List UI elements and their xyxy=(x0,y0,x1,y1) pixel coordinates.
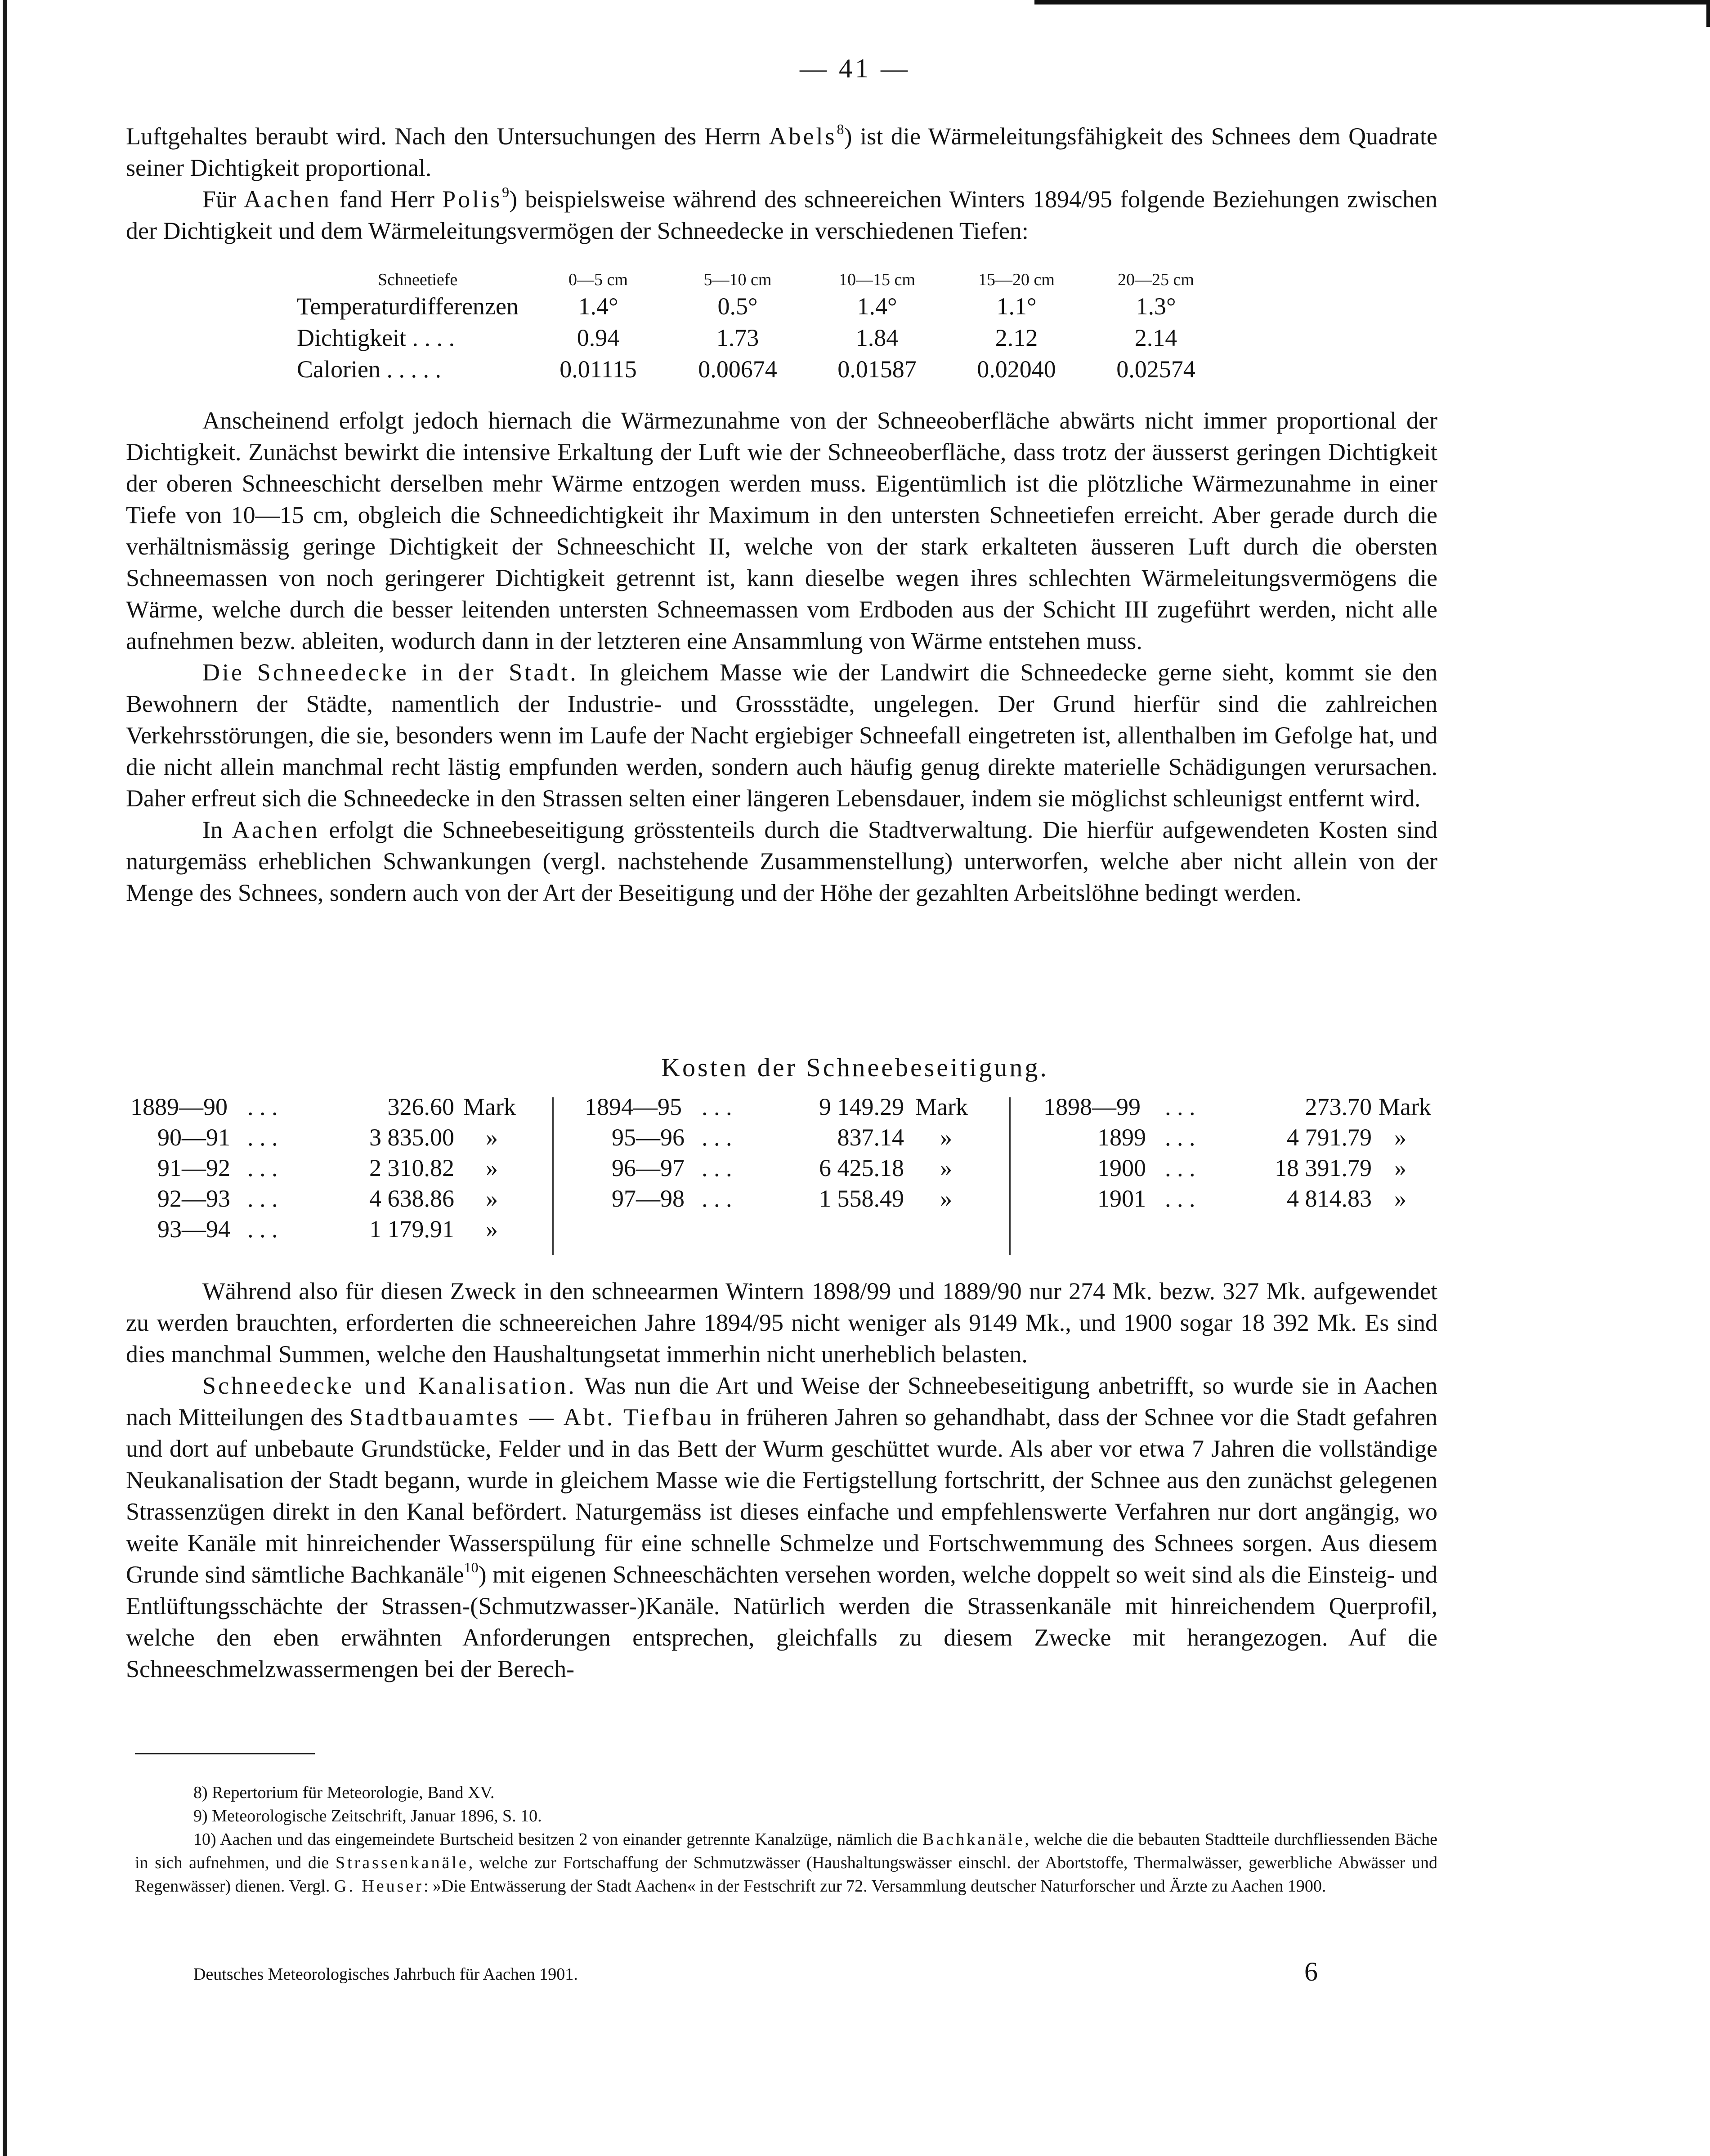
costs-column-2 xyxy=(585,1093,989,1215)
office-name: Stadtbauamtes — Abt. Tiefbau xyxy=(349,1404,714,1431)
amount: 18 391.79 xyxy=(1275,1154,1372,1181)
emphasis: Bachkanäle xyxy=(922,1830,1025,1849)
table-cell: 0.02040 xyxy=(977,356,1056,383)
paragraph-5: In Aachen erfolgt die Schneebeseitigung grösstenteils durch die Stadtverwaltung. Die hierfür aufgewendeten Kosten sind naturgemäss erheblichen Schwankungen (vergl. nachstehende Zusammenstellung) unterworfen, welche aber nicht allein von der Menge des Schnees, sondern auch von der Art der Beseitigung und der Höhe der gezahlten Arbeitslöhne bedingt werden. xyxy=(126,816,1437,906)
table-cell: 2.14 xyxy=(1134,324,1177,351)
body-block xyxy=(126,405,1437,908)
table-cell: 1.3° xyxy=(1136,293,1176,320)
unit: » xyxy=(1394,1124,1406,1151)
paragraph-7: Schneedecke und Kanalisation. Was nun die Art und Weise der Schneebeseitigung anbetrifft, so wurde sie in Aachen nach Mitteilungen des Stadtbauamtes — Abt. Tiefbau in früheren Jahren so gehandhabt, dass der Schnee vor die Stadt gefahren und dort auf unbebaute Grundstücke, Felder und in das Bett der Wurm geschüttet wurde. Als aber vor etwa 7 Jahren die vollständige Neukanalisation der Stadt begann, wurde in gleichem Masse wie die Fertigstellung fortschritt, der Schnee aus den zunächst gelegenen Strassenzügen direkt in den Kanal befördert. Naturgemäss ist dieses einfache und empfehlenswerte Verfahren nur dort angängig, wo weite Kanäle mit hinreichender Wasserspülung für eine schnelle Schmelze und Fortschwemmung des Schnees sorgen. Aus diesem Grunde sind sämtliche Bachkanäle$^{10}$) mit eigenen Schneeschächten versehen worden, welche doppelt so weit sind als die Einsteig- und Entlüftungsschächte der Strassen-(Schmutzwasser-)Kanäle. Natürlich werden die Strassenkanäle mit hinreichendem Querprofil, welche den eben erwähnten Anforderungen entsprechen, gleichfalls zu diesem Zwecke mit herangezogen. Auf die Schneeschmelzwassermengen bei der Berech- xyxy=(126,1372,1438,1682)
table-row xyxy=(297,355,1331,387)
year: 1899 xyxy=(1097,1124,1146,1151)
amount: 4 638.86 xyxy=(369,1185,454,1212)
person-name: Polis xyxy=(442,186,502,213)
unit: » xyxy=(940,1154,952,1181)
unit: » xyxy=(940,1185,952,1212)
year: 93—94 xyxy=(157,1216,230,1243)
scan-edge-top xyxy=(1034,0,1710,4)
table-row xyxy=(130,1123,544,1154)
amount: 4 791.79 xyxy=(1287,1124,1372,1151)
footnote-9: 9) Meteorologische Zeitschrift, Januar 1896, S. 10. xyxy=(193,1807,542,1825)
dots: . . . xyxy=(702,1154,732,1181)
footnote-10: 10) Aachen und das eingemeindete Burtscheid besitzen 2 von einander getrennte Kanalzüge, nämlich die Bachkanäle, welche die die bebauten Stadtteile durchfliessenden Bäche in sich aufnehmen, und die Strassenkanäle, welche zur Fortschaffung der Schmutzwässer (Haushaltungswässer einschl. der Abortstoffe, Thermalwässer, gewerbliche Abwässer und Regenwässer) dienen. Vergl. G. Heuser: »Die Entwässerung der Stadt Aachen« in der Festschrift zur 72. Versammlung deutscher Naturforscher und Ärzte zu Aachen 1900. xyxy=(135,1830,1437,1896)
table-row xyxy=(130,1185,544,1215)
row-label: Calorien . . . . . xyxy=(297,356,441,383)
table-cell: 0.01587 xyxy=(837,356,917,383)
year: 96—97 xyxy=(612,1154,685,1181)
amount: 6 425.18 xyxy=(819,1154,904,1181)
year: 90—91 xyxy=(157,1124,230,1151)
dots: . . . xyxy=(247,1185,278,1212)
costs-column-1 xyxy=(130,1093,544,1246)
dots: . . . xyxy=(247,1124,278,1151)
table-row xyxy=(297,292,1331,324)
table-row xyxy=(130,1154,544,1185)
column-header: 15—20 cm xyxy=(978,270,1055,289)
table-cell: 1.84 xyxy=(855,324,899,351)
table-cell: 0.01115 xyxy=(560,356,637,383)
footnote-ref: 10 xyxy=(464,1559,479,1575)
costs-column-3 xyxy=(1043,1093,1439,1215)
amount: 1 558.49 xyxy=(819,1185,904,1212)
dots: . . . xyxy=(1165,1093,1195,1120)
unit: Mark xyxy=(1379,1093,1431,1120)
sheet-signature: 6 xyxy=(1304,1957,1318,1986)
snow-depth-label: Schneetiefe xyxy=(378,270,458,289)
dots: . . . xyxy=(702,1124,732,1151)
dots: . . . xyxy=(247,1154,278,1181)
city-name: Aachen xyxy=(244,186,331,213)
table-row xyxy=(130,1093,544,1123)
year: 1889—90 xyxy=(130,1093,228,1120)
dots: . . . xyxy=(1165,1124,1195,1151)
column-header: 10—15 cm xyxy=(839,270,915,289)
footnote-ref: 8 xyxy=(837,121,844,137)
year: 92—93 xyxy=(157,1185,230,1212)
unit: » xyxy=(1394,1154,1406,1181)
table-row xyxy=(585,1093,989,1123)
snow-table-header xyxy=(297,270,1331,292)
column-header: 0—5 cm xyxy=(569,270,628,289)
footnote-ref: 9 xyxy=(502,184,510,200)
table-row xyxy=(585,1123,989,1154)
table-row xyxy=(1043,1093,1439,1123)
column-header: 20—25 cm xyxy=(1118,270,1194,289)
column-divider xyxy=(552,1097,554,1255)
dots: . . . xyxy=(1165,1185,1195,1212)
year: 91—92 xyxy=(157,1154,230,1181)
amount: 326.60 xyxy=(387,1093,454,1120)
year: 97—98 xyxy=(612,1185,685,1212)
footnote-8: 8) Repertorium für Meteorologie, Band XV. xyxy=(193,1783,495,1802)
column-divider xyxy=(1009,1097,1011,1255)
paragraph-4: Die Schneedecke in der Stadt. In gleichem Masse wie der Landwirt die Schneedecke gerne sieht, kommt sie den Bewohnern der Städte, namentlich der Industrie- und Grossstädte, ungelegen. Der Grund hierfür sind die zahlreichen Verkehrsstörungen, die sie, besonders wenn im Laufe der Nacht ergiebiger Schneefall eingetreten ist, allenthalben im Gefolge hat, und die nicht allein manchmal recht lästig empfunden werden, sondern auch häufig genug direkte materielle Schädigungen verursachen. Daher erfreut sich die Schneedecke in den Strassen selten einer längeren Lebensdauer, indem sie möglichst schleunigst entfernt wird. xyxy=(126,659,1438,812)
amount: 9 149.29 xyxy=(819,1093,904,1120)
unit: » xyxy=(1394,1185,1406,1212)
amount: 1 179.91 xyxy=(369,1216,454,1243)
table-cell: 0.00674 xyxy=(698,356,777,383)
table-row xyxy=(585,1154,989,1185)
footnotes xyxy=(135,1781,1437,1898)
dots: . . . xyxy=(1165,1154,1195,1181)
table-row xyxy=(1043,1154,1439,1185)
table-cell: 1.4° xyxy=(857,293,897,320)
closing-block xyxy=(126,1275,1437,1685)
paragraph-2: Für Aachen fand Herr Polis$^9$) beispielsweise während des schneereichen Winters 1894/95 folgende Beziehungen zwischen der Dichtigkeit und dem Wärmeleitungsvermögen der Schneedecke in verschiedenen Tiefen: xyxy=(126,184,1437,244)
year: 1901 xyxy=(1097,1185,1146,1212)
footnote-rule xyxy=(135,1753,315,1754)
year: 1898—99 xyxy=(1043,1093,1141,1120)
paragraph-3: Anscheinend erfolgt jedoch hiernach die Wärmezunahme von der Schneeoberfläche abwärts nicht immer proportional der Dichtigkeit. Zunächst bewirkt die intensive Erkaltung der Luft wie der Schneeoberfläche, dass trotz der äusserst geringen Dichtigkeit der oberen Schneeschicht derselben mehr Wärme entzogen werden muss. Eigentümlich ist die plötzliche Wärmezunahme in einer Tiefe von 10—15 cm, obgleich die Schneedichtigkeit ihr Maximum in den untersten Schneetiefen erreicht. Aber gerade durch die verhältnismässig geringe Dichtigkeit der Schneeschicht II, welche von der stark erkalteten äusseren Luft durch die obersten Schneemassen von noch geringerer Dichtigkeit getrennt ist, kann dieselbe wegen ihres schlechten Wärmeleitungsvermögens die Wärme, welche durch die besser leitenden untersten Schneemassen vom Erdboden aus der Schicht III zugeführt werden, nicht alle aufnehmen bezw. ableiten, wodurch dann in der letzteren eine Ansammlung von Wärme entstehen muss. xyxy=(126,407,1437,654)
intro-block xyxy=(126,121,1437,246)
unit: » xyxy=(940,1124,952,1151)
unit: Mark xyxy=(463,1093,516,1120)
city-name: Aachen xyxy=(232,816,320,843)
paragraph-6: Während also für diesen Zweck in den schneearmen Wintern 1898/99 und 1889/90 nur 274 Mk. bezw. 327 Mk. aufgewendet zu werden brauchten, erforderten die schneereichen Jahre 1894/95 nicht weniger als 9149 Mk., und 1900 sogar 18 392 Mk. Es sind dies manchmal Summen, welche den Haushaltungsetat immerhin nicht unerheblich belasten. xyxy=(126,1278,1437,1368)
year: 1894—95 xyxy=(585,1093,682,1120)
dots: . . . xyxy=(702,1093,732,1120)
row-label: Dichtigkeit . . . . xyxy=(297,324,455,351)
dots: . . . xyxy=(247,1216,278,1243)
table-row xyxy=(130,1215,544,1246)
section-heading: Schneedecke und Kanalisation. xyxy=(202,1372,577,1399)
person-name: Abels xyxy=(769,123,837,150)
amount: 2 310.82 xyxy=(369,1154,454,1181)
snow-table xyxy=(297,270,1331,387)
section-heading: Die Schneedecke in der Stadt. xyxy=(202,659,578,686)
table-cell: 0.02574 xyxy=(1116,356,1195,383)
table-cell: 0.5° xyxy=(717,293,758,320)
author-name: G. Heuser xyxy=(334,1877,424,1896)
paragraph-1: Luftgehaltes beraubt wird. Nach den Untersuchungen des Herrn Abels$^8$) ist die Wärmeleitungsfähigkeit des Schnees dem Quadrate seiner Dichtigkeit proportional. xyxy=(126,121,1437,181)
table-cell: 0.94 xyxy=(577,324,620,351)
scan-edge-right xyxy=(1706,0,1710,27)
table-row xyxy=(1043,1185,1439,1215)
page-number: — 41 — xyxy=(800,54,910,83)
amount: 273.70 xyxy=(1305,1093,1372,1120)
table-cell: 1.1° xyxy=(996,293,1037,320)
column-header: 5—10 cm xyxy=(703,270,772,289)
amount: 837.14 xyxy=(837,1124,904,1151)
year: 95—96 xyxy=(612,1124,685,1151)
publication-footer: Deutsches Meteorologisches Jahrbuch für Aachen 1901. xyxy=(193,1965,578,1984)
table-cell: 1.4° xyxy=(578,293,618,320)
unit: » xyxy=(486,1154,498,1181)
row-label: Temperaturdifferenzen xyxy=(297,293,519,320)
table-row xyxy=(585,1185,989,1215)
amount: 4 814.83 xyxy=(1287,1185,1372,1212)
unit: Mark xyxy=(915,1093,968,1120)
table-row xyxy=(1043,1123,1439,1154)
amount: 3 835.00 xyxy=(369,1124,454,1151)
unit: » xyxy=(486,1216,498,1243)
dots: . . . xyxy=(702,1185,732,1212)
table-row xyxy=(297,324,1331,355)
emphasis: Strassenkanäle xyxy=(335,1853,469,1872)
year: 1900 xyxy=(1097,1154,1146,1181)
unit: » xyxy=(486,1185,498,1212)
table-cell: 1.73 xyxy=(716,324,759,351)
costs-title: Kosten der Schneebeseitigung. xyxy=(661,1053,1049,1082)
table-cell: 2.12 xyxy=(995,324,1038,351)
unit: » xyxy=(486,1124,498,1151)
dots: . . . xyxy=(247,1093,278,1120)
